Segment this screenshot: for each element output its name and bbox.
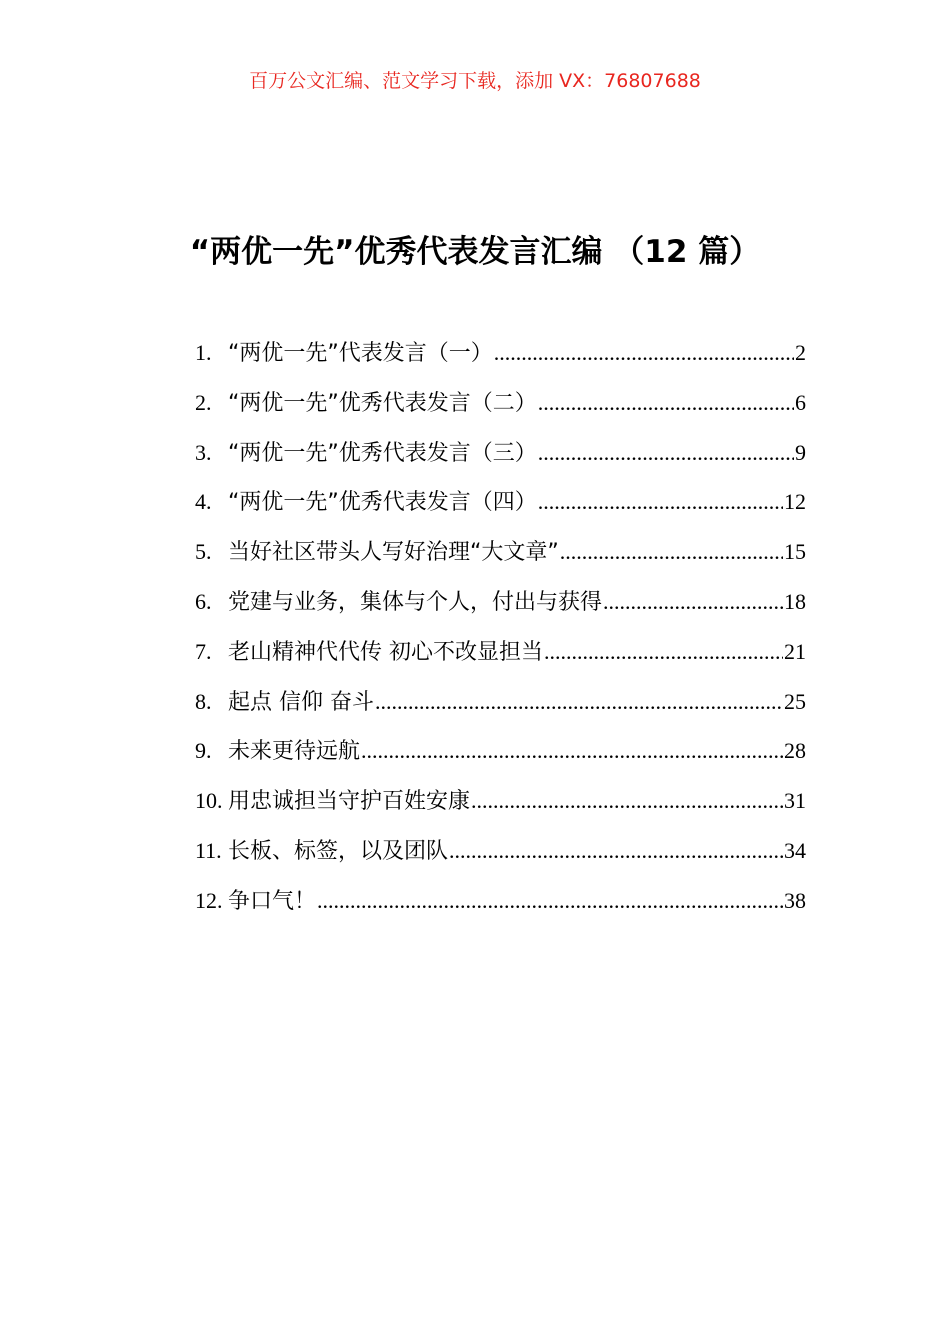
toc-entry-9[interactable] <box>195 726 806 776</box>
toc-entry-12[interactable] <box>195 876 806 926</box>
toc-entry-number: 3. <box>195 439 212 465</box>
header-note: 百万公文汇编、范文学习下载，添加 VX：76807688 <box>249 70 701 92</box>
toc-entry-number: 2. <box>195 389 212 415</box>
toc-entry-title: 争口气！ <box>228 888 317 914</box>
toc-entry-4[interactable] <box>195 477 806 527</box>
toc-entry-page: 12 <box>784 489 806 515</box>
toc-entry-8[interactable] <box>195 677 806 727</box>
toc-entry-page: 34 <box>784 837 806 863</box>
toc-dot-leader <box>375 677 783 727</box>
toc-dot-leader <box>538 428 794 478</box>
toc-entry-title: 起点 信仰 奋斗 <box>228 689 374 715</box>
toc-dot-leader <box>538 378 794 428</box>
toc-entry-page: 9 <box>795 439 806 465</box>
toc-entry-title: “两优一先”代表发言（一） <box>228 341 493 366</box>
toc-entry-1[interactable] <box>195 328 806 378</box>
toc-entry-number: 8. <box>195 688 212 714</box>
toc-entry-6[interactable] <box>195 577 806 627</box>
toc-entry-title: “两优一先”优秀代表发言（三） <box>228 440 537 466</box>
table-of-contents <box>195 328 806 926</box>
toc-entry-title: 用忠诚担当守护百姓安康 <box>228 789 471 815</box>
toc-entry-title: 当好社区带头人写好治理“大文章” <box>228 540 559 566</box>
toc-dot-leader <box>560 527 783 577</box>
toc-entry-page: 21 <box>784 638 806 664</box>
toc-entry-page: 25 <box>784 688 806 714</box>
toc-entry-10[interactable] <box>195 776 806 826</box>
toc-entry-7[interactable] <box>195 627 806 677</box>
toc-entry-number: 6. <box>195 588 212 614</box>
toc-entry-title: 长板、标签，以及团队 <box>228 838 449 864</box>
toc-dot-leader <box>317 876 783 926</box>
toc-entry-11[interactable] <box>195 826 806 876</box>
toc-entry-page: 38 <box>784 887 806 913</box>
toc-entry-3[interactable] <box>195 428 806 478</box>
toc-entry-number: 9. <box>195 738 212 764</box>
toc-dot-leader <box>361 726 783 776</box>
toc-entry-number: 10. <box>195 788 223 814</box>
toc-entry-page: 15 <box>784 539 806 565</box>
toc-entry-2[interactable] <box>195 378 806 428</box>
toc-dot-leader <box>544 627 783 677</box>
toc-entry-page: 2 <box>795 340 806 365</box>
toc-entry-page: 18 <box>784 588 806 614</box>
toc-entry-title: “两优一先”优秀代表发言（二） <box>228 390 537 416</box>
toc-dot-leader <box>603 577 783 627</box>
document-title: “两优一先”优秀代表发言汇编 （12 篇） <box>189 234 761 270</box>
toc-entry-title: 未来更待远航 <box>228 739 361 765</box>
toc-entry-page: 28 <box>784 738 806 764</box>
toc-entry-number: 1. <box>195 340 212 365</box>
toc-entry-number: 7. <box>195 638 212 664</box>
toc-entry-title: 党建与业务，集体与个人，付出与获得 <box>228 589 603 615</box>
toc-entry-number: 5. <box>195 539 212 565</box>
toc-dot-leader <box>494 328 794 378</box>
toc-entry-page: 6 <box>795 389 806 415</box>
toc-entry-title: “两优一先”优秀代表发言（四） <box>228 490 537 516</box>
toc-dot-leader <box>471 776 783 826</box>
toc-entry-number: 11. <box>195 837 222 863</box>
toc-entry-title: 老山精神代代传 初心不改显担当 <box>228 639 543 665</box>
toc-entry-page: 31 <box>784 788 806 814</box>
toc-entry-number: 12. <box>195 887 223 913</box>
toc-dot-leader <box>449 826 783 876</box>
toc-dot-leader <box>538 477 783 527</box>
toc-entry-5[interactable] <box>195 527 806 577</box>
toc-entry-number: 4. <box>195 489 212 515</box>
